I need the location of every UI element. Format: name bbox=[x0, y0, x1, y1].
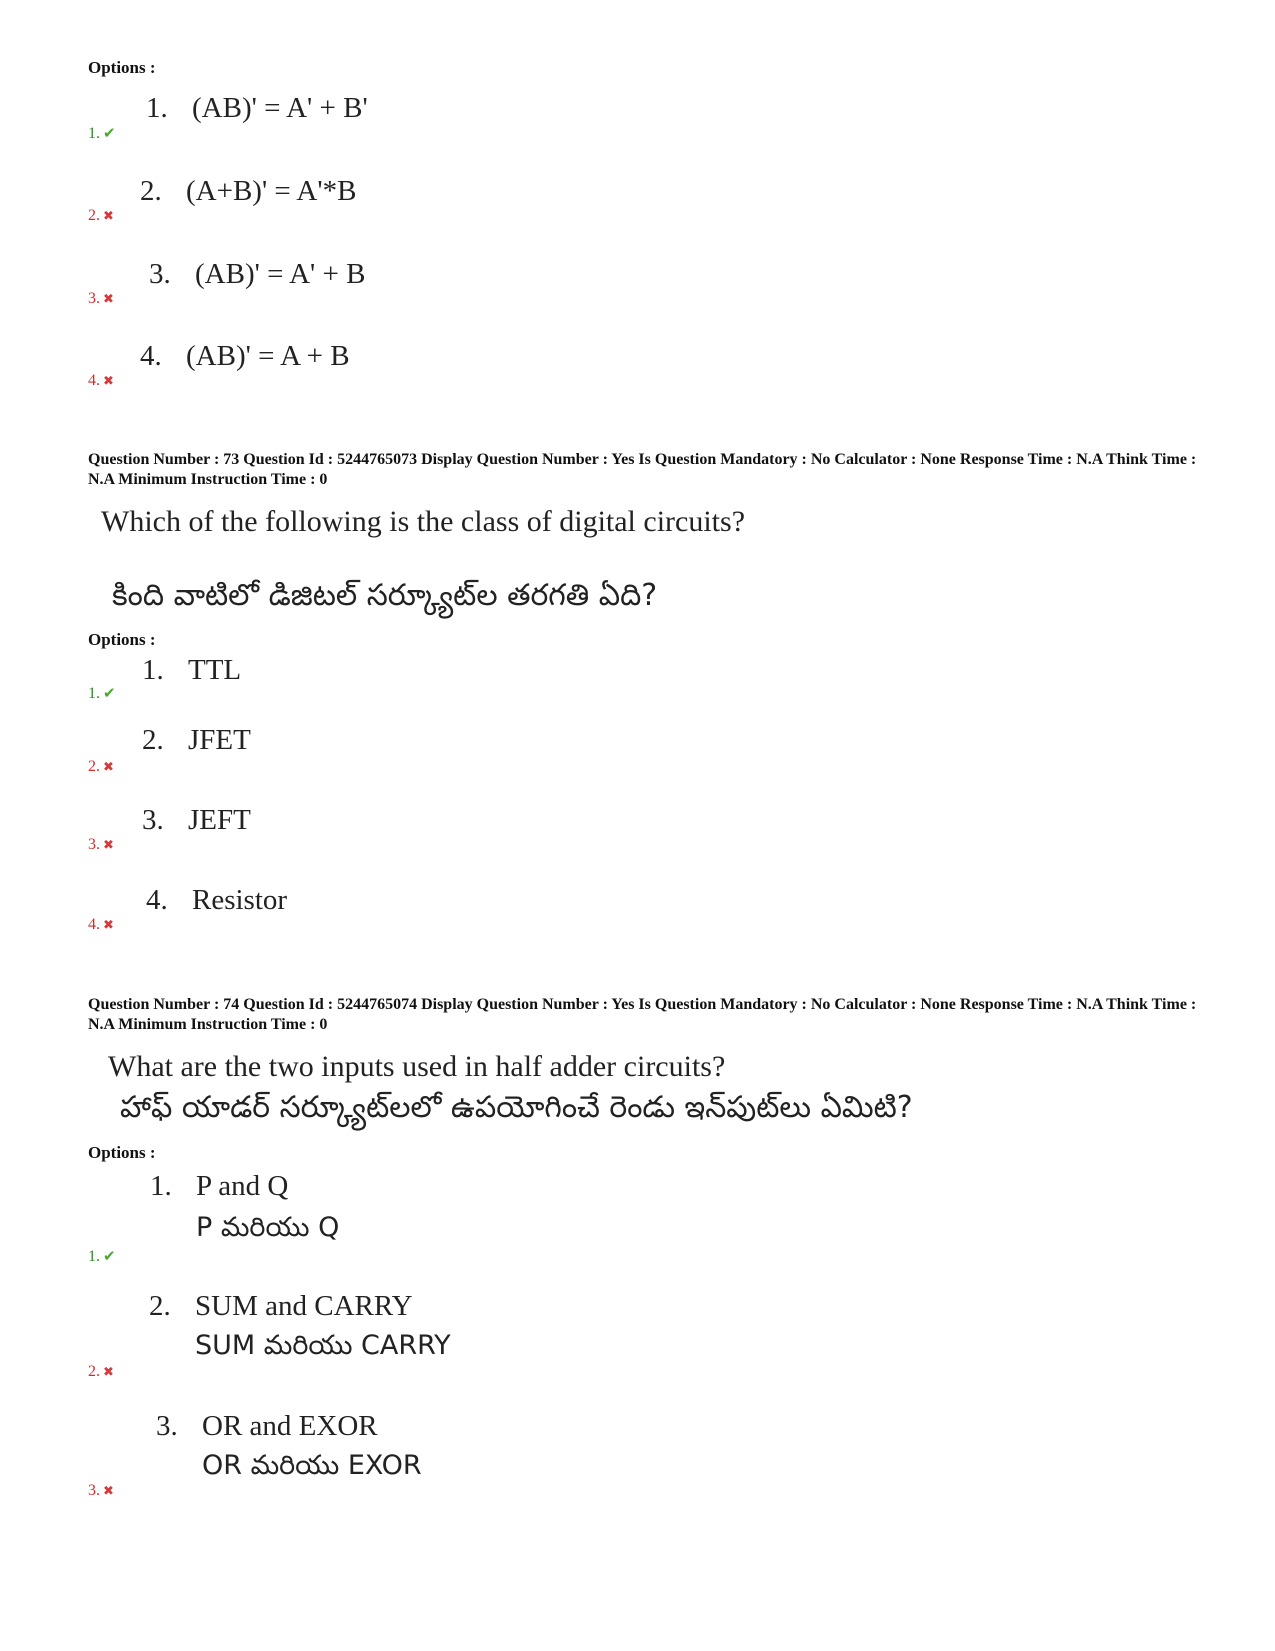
option-number: 2. bbox=[140, 175, 162, 207]
option-3 bbox=[149, 258, 365, 291]
wrong-marker bbox=[88, 1482, 114, 1500]
option-number: 1. bbox=[142, 654, 164, 686]
option-text: JEFT bbox=[188, 804, 251, 836]
marker-number: 3. bbox=[88, 1482, 100, 1499]
option-number: 4. bbox=[146, 884, 168, 916]
cross-icon: ✖ bbox=[103, 837, 114, 852]
question-text-te: కింది వాటిలో డిజిటల్ సర్క్యూట్‌ల తరగతి ఏది? bbox=[112, 578, 658, 613]
option-2 bbox=[140, 175, 356, 208]
cross-icon: ✖ bbox=[103, 208, 114, 223]
question-text-en: Which of the following is the class of digital circuits? bbox=[101, 505, 746, 538]
marker-number: 4. bbox=[88, 916, 100, 933]
option-number: 2. bbox=[142, 724, 164, 756]
wrong-marker bbox=[88, 916, 114, 934]
cross-icon: ✖ bbox=[103, 373, 114, 388]
option-number: 2. bbox=[149, 1290, 171, 1322]
wrong-marker bbox=[88, 1363, 114, 1381]
question-meta: Question Number : 73 Question Id : 5244765073 Display Question Number : Yes Is Question Mandatory : No Calculator : None Response Time : N.A Think Time : N.A Minimum Instruction Time : 0 bbox=[88, 451, 1197, 488]
option-number: 1. bbox=[150, 1170, 172, 1202]
question-text-en: What are the two inputs used in half adder circuits? bbox=[108, 1050, 726, 1083]
option-3 bbox=[142, 804, 251, 837]
option-4 bbox=[140, 340, 350, 373]
option-1 bbox=[150, 1170, 288, 1203]
option-number: 3. bbox=[149, 258, 171, 290]
option-text: (A+B)' = A'*B bbox=[186, 175, 357, 207]
correct-marker bbox=[88, 1247, 116, 1266]
wrong-marker bbox=[88, 758, 114, 776]
option-1 bbox=[146, 92, 368, 125]
option-text: (AB)' = A' + B bbox=[195, 258, 366, 290]
option-number: 3. bbox=[142, 804, 164, 836]
check-icon: ✔ bbox=[103, 686, 116, 702]
marker-number: 1. bbox=[88, 685, 100, 702]
wrong-marker bbox=[88, 290, 114, 308]
options-label: Options : bbox=[88, 58, 156, 77]
check-icon: ✔ bbox=[103, 126, 116, 142]
option-text: JFET bbox=[188, 724, 251, 756]
cross-icon: ✖ bbox=[103, 1483, 114, 1498]
option-number: 3. bbox=[156, 1410, 178, 1442]
correct-marker bbox=[88, 124, 116, 143]
question-text-te: హాఫ్ యాడర్ సర్క్యూట్‌లలో ఉపయోగించే రెండు ఇన్‌పుట్‌లు ఏమిటి? bbox=[120, 1090, 913, 1125]
option-1 bbox=[142, 654, 241, 687]
option-text: Resistor bbox=[192, 884, 288, 916]
option-number: 1. bbox=[146, 92, 168, 124]
marker-number: 3. bbox=[88, 836, 100, 853]
options-label: Options : bbox=[88, 630, 156, 649]
cross-icon: ✖ bbox=[103, 917, 114, 932]
option-text: (AB)' = A + B bbox=[186, 340, 350, 372]
option-text: OR and EXOR bbox=[202, 1410, 378, 1442]
question-meta: Question Number : 74 Question Id : 5244765074 Display Question Number : Yes Is Question Mandatory : No Calculator : None Response Time : N.A Think Time : N.A Minimum Instruction Time : 0 bbox=[88, 996, 1197, 1033]
option-2 bbox=[142, 724, 251, 757]
marker-number: 4. bbox=[88, 372, 100, 389]
marker-number: 1. bbox=[88, 125, 100, 142]
option-3-te: OR మరియు EXOR bbox=[202, 1450, 422, 1481]
wrong-marker bbox=[88, 836, 114, 854]
option-text: SUM and CARRY bbox=[195, 1290, 413, 1322]
option-2 bbox=[149, 1290, 413, 1323]
option-text: TTL bbox=[188, 654, 242, 686]
wrong-marker bbox=[88, 372, 114, 390]
marker-number: 2. bbox=[88, 207, 100, 224]
marker-number: 3. bbox=[88, 290, 100, 307]
option-text: P and Q bbox=[196, 1170, 289, 1202]
marker-number: 2. bbox=[88, 1363, 100, 1380]
cross-icon: ✖ bbox=[103, 1364, 114, 1379]
cross-icon: ✖ bbox=[103, 759, 114, 774]
option-4 bbox=[146, 884, 287, 917]
marker-number: 1. bbox=[88, 1248, 100, 1265]
options-label: Options : bbox=[88, 1143, 156, 1162]
option-text: (AB)' = A' + B' bbox=[192, 92, 368, 124]
wrong-marker bbox=[88, 207, 114, 225]
marker-number: 2. bbox=[88, 758, 100, 775]
option-number: 4. bbox=[140, 340, 162, 372]
option-3 bbox=[156, 1410, 378, 1443]
check-icon: ✔ bbox=[103, 1249, 116, 1265]
option-2-te: SUM మరియు CARRY bbox=[195, 1330, 451, 1361]
option-1-te: P మరియు Q bbox=[196, 1212, 340, 1243]
correct-marker bbox=[88, 684, 116, 703]
cross-icon: ✖ bbox=[103, 291, 114, 306]
